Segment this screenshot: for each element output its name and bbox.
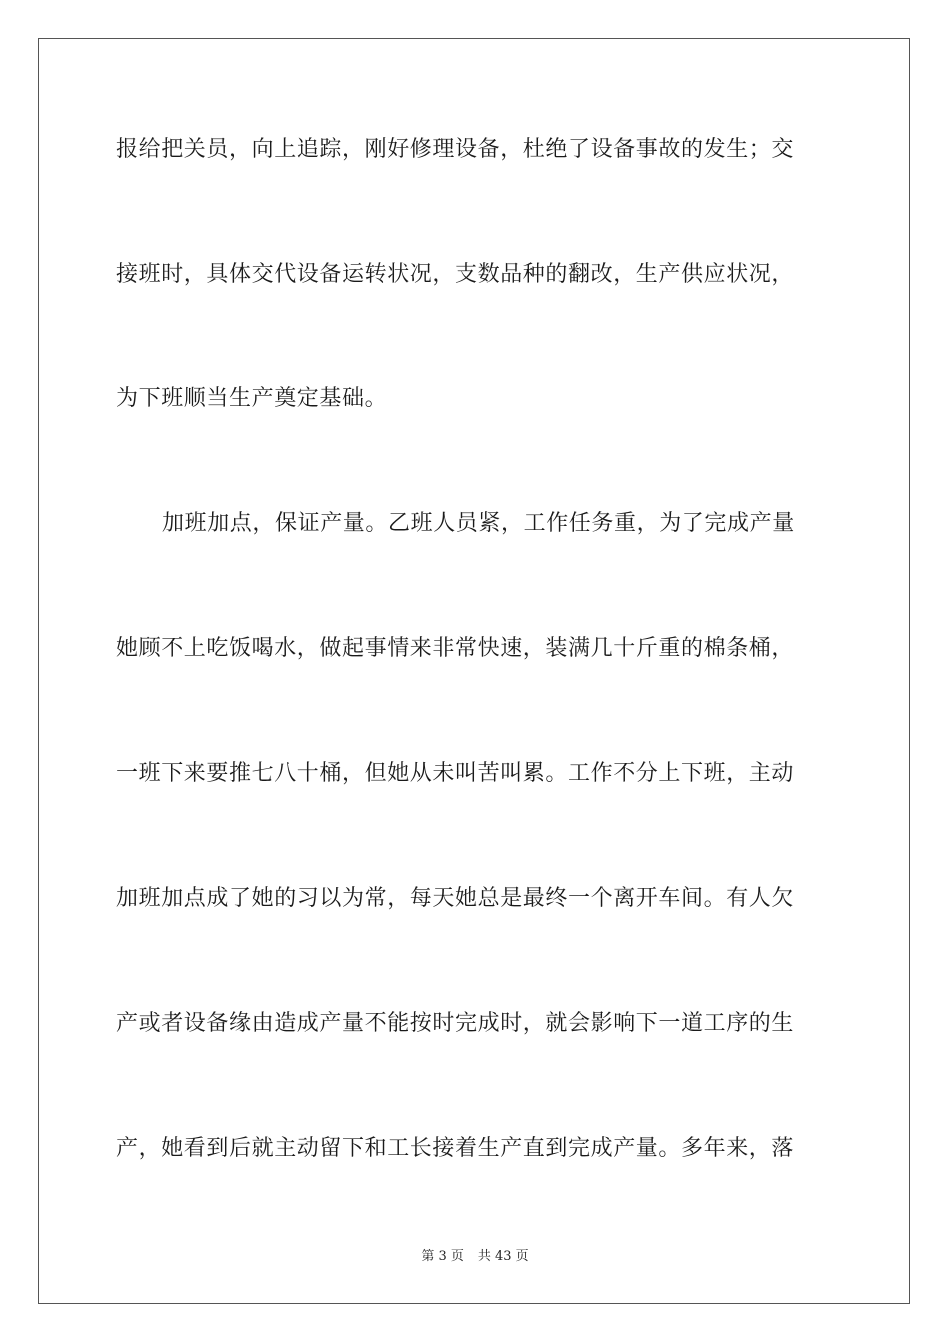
body-text-line: 接班时，具体交代设备运转状况，支数品种的翻改，生产供应状况，	[116, 262, 795, 287]
body-text-line: 为下班顺当生产奠定基础。	[116, 386, 388, 411]
paragraph-first-line: 加班加点，保证产量。乙班人员紧，工作任务重，为了完成产量	[162, 511, 795, 536]
body-text-line: 产或者设备缘由造成产量不能按时完成时，就会影响下一道工序的生	[116, 1011, 795, 1036]
body-text-line: 加班加点成了她的习以为常，每天她总是最终一个离开车间。有人欠	[116, 886, 795, 911]
body-text-line: 她顾不上吃饭喝水，做起事情来非常快速，装满几十斤重的棉条桶，	[116, 636, 795, 661]
body-text-line: 报给把关员，向上追踪，刚好修理设备，杜绝了设备事故的发生；交	[116, 137, 795, 162]
page-border	[38, 38, 910, 1304]
body-text-line: 产，她看到后就主动留下和工长接着生产直到完成产量。多年来，落	[116, 1136, 795, 1161]
total-page-count: 共 43 页	[477, 1249, 529, 1264]
body-text-line: 一班下来要推七八十桶，但她从未叫苦叫累。工作不分上下班，主动	[116, 761, 795, 786]
page-footer	[0, 1248, 950, 1266]
current-page-number: 第 3 页	[421, 1249, 464, 1264]
